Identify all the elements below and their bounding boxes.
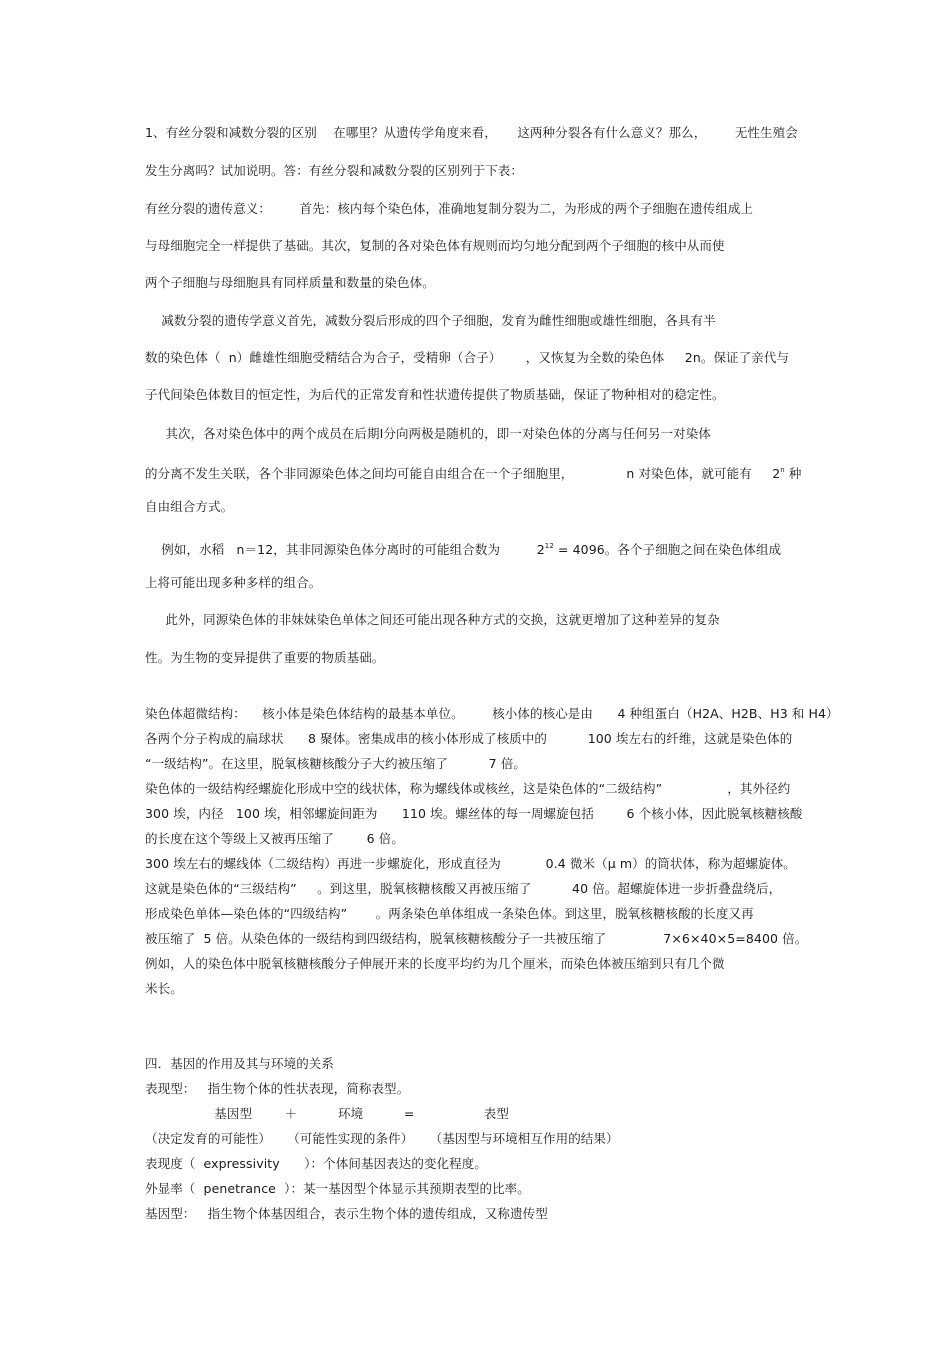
superscript: 12	[544, 542, 554, 550]
text-run: = 4096。各个子细胞之间在染色体组成	[553, 542, 782, 557]
text-run: 例如，水稻 n＝12，其非同源染色体分离时的可能组合数为 2	[145, 542, 545, 557]
text-line: 外显率（ penetrance ）：某一基因型个体显示其预期表型的比率。	[145, 1181, 530, 1196]
text-line: 发生分离吗？试加说明。答：有丝分裂和减数分裂的区别列于下表：	[145, 163, 524, 178]
text-line: 上将可能出现多种多样的组合。	[145, 575, 322, 590]
text-line: 与母细胞完全一样提供了基础。其次，复制的各对染色体有规则而均匀地分配到两个子细胞的核中从而使	[145, 238, 725, 253]
text-line: 此外，同源染色体的非妹妹染色单体之间还可能出现各种方式的交换，这就更增加了这种差异的复杂	[145, 612, 720, 627]
text-line: 的长度在这个等级上又被再压缩了 6 倍。	[145, 831, 404, 846]
text-line: 染色体超微结构： 核小体是染色体结构的最基本单位。 核小体的核心是由 4 种组蛋白（H2A、H2B、H3 和 H4）	[145, 706, 839, 721]
text-line: （决定发育的可能性） （可能性实现的条件） （基因型与环境相互作用的结果）	[145, 1131, 619, 1146]
text-line: 有丝分裂的遗传意义： 首先：核内每个染色体，准确地复制分裂为二，为形成的两个子细胞在遗传组成上	[145, 201, 754, 216]
text-line: 其次，各对染色体中的两个成员在后期Ⅰ分向两极是随机的，即一对染色体的分离与任何另一对染体	[145, 426, 711, 441]
superscript: n	[780, 466, 785, 474]
text-line: 300 埃，内径 100 埃，相邻螺旋间距为 110 埃。螺丝体的每一周螺旋包括 6 个核小体，因此脱氧核糖核酸	[145, 806, 803, 821]
text-line: 性。为生物的变异提供了重要的物质基础。	[145, 650, 385, 665]
text-run: 的分离不发生关联，各个非同源染色体之间均可能自由组合在一个子细胞里， n 对染色体，就可能有 2	[145, 466, 781, 481]
text-line: “一级结构”。在这里，脱氧核糖核酸分子大约被压缩了 7 倍。	[145, 756, 527, 771]
text-line	[145, 462, 825, 482]
text-line: 自由组合方式。	[145, 499, 234, 514]
text-line: 这就是染色体的“三级结构” 。到这里，脱氧核糖核酸又再被压缩了 40 倍。超螺旋体进一步折叠盘绕后，	[145, 881, 782, 896]
text-line: 表现度（ expressivity ）：个体间基因表达的变化程度。	[145, 1156, 487, 1171]
text-line: 子代间染色体数目的恒定性，为后代的正常发育和性状遗传提供了物质基础，保证了物种相对的稳定性。	[145, 387, 725, 402]
section-heading: 四．基因的作用及其与环境的关系	[145, 1056, 335, 1071]
text-line: 1、有丝分裂和减数分裂的区别 在哪里？从遗传学角度来看， 这两种分裂各有什么意义？那么， 无性生殖会	[145, 125, 798, 140]
text-line: 基因型： 指生物个体基因组合，表示生物个体的遗传组成，又称遗传型	[145, 1206, 548, 1221]
text-run: 种	[784, 466, 802, 481]
text-line: 各两个分子构成的扁球状 8 聚体。密集成串的核小体形成了核质中的 100 埃左右的纤维，这就是染色体的	[145, 731, 793, 746]
text-line: 被压缩了 5 倍。从染色体的一级结构到四级结构，脱氧核糖核酸分子一共被压缩了 7×6×40×5=8400 倍。	[145, 931, 808, 946]
text-line: 表现型： 指生物个体的性状表现，简称表型。	[145, 1081, 410, 1096]
text-line: 减数分裂的遗传学意义首先，减数分裂后形成的四个子细胞，发育为雌性细胞或雄性细胞，各具有半	[145, 313, 716, 328]
text-line: 染色体的一级结构经螺旋化形成中空的线状体，称为螺线体或核丝，这是染色体的“二级结构” ，其外径约	[145, 781, 791, 796]
text-line: 两个子细胞与母细胞具有同样质量和数量的染色体。	[145, 275, 435, 290]
text-line: 米长。	[145, 981, 183, 996]
text-line: 例如，人的染色体中脱氧核糖核酸分子伸展开来的长度平均约为几个厘米，而染色体被压缩到只有几个微	[145, 956, 725, 971]
text-line	[145, 538, 825, 558]
text-line: 300 埃左右的螺线体（二级结构）再进一步螺旋化，形成直径为 0.4 微米（μ m）的筒状体，称为超螺旋体。	[145, 856, 796, 871]
text-line: 数的染色体（ n）雌雄性细胞受精结合为合子，受精卵（合子） ，又恢复为全数的染色体 2n。保证了亲代与	[145, 350, 790, 365]
text-line: 形成染色单体—染色体的“四级结构” 。两条染色单体组成一条染色体。到这里，脱氧核糖核酸的长度又再	[145, 906, 754, 921]
formula-line: 基因型 ＋ 环境 = 表型	[145, 1106, 509, 1121]
